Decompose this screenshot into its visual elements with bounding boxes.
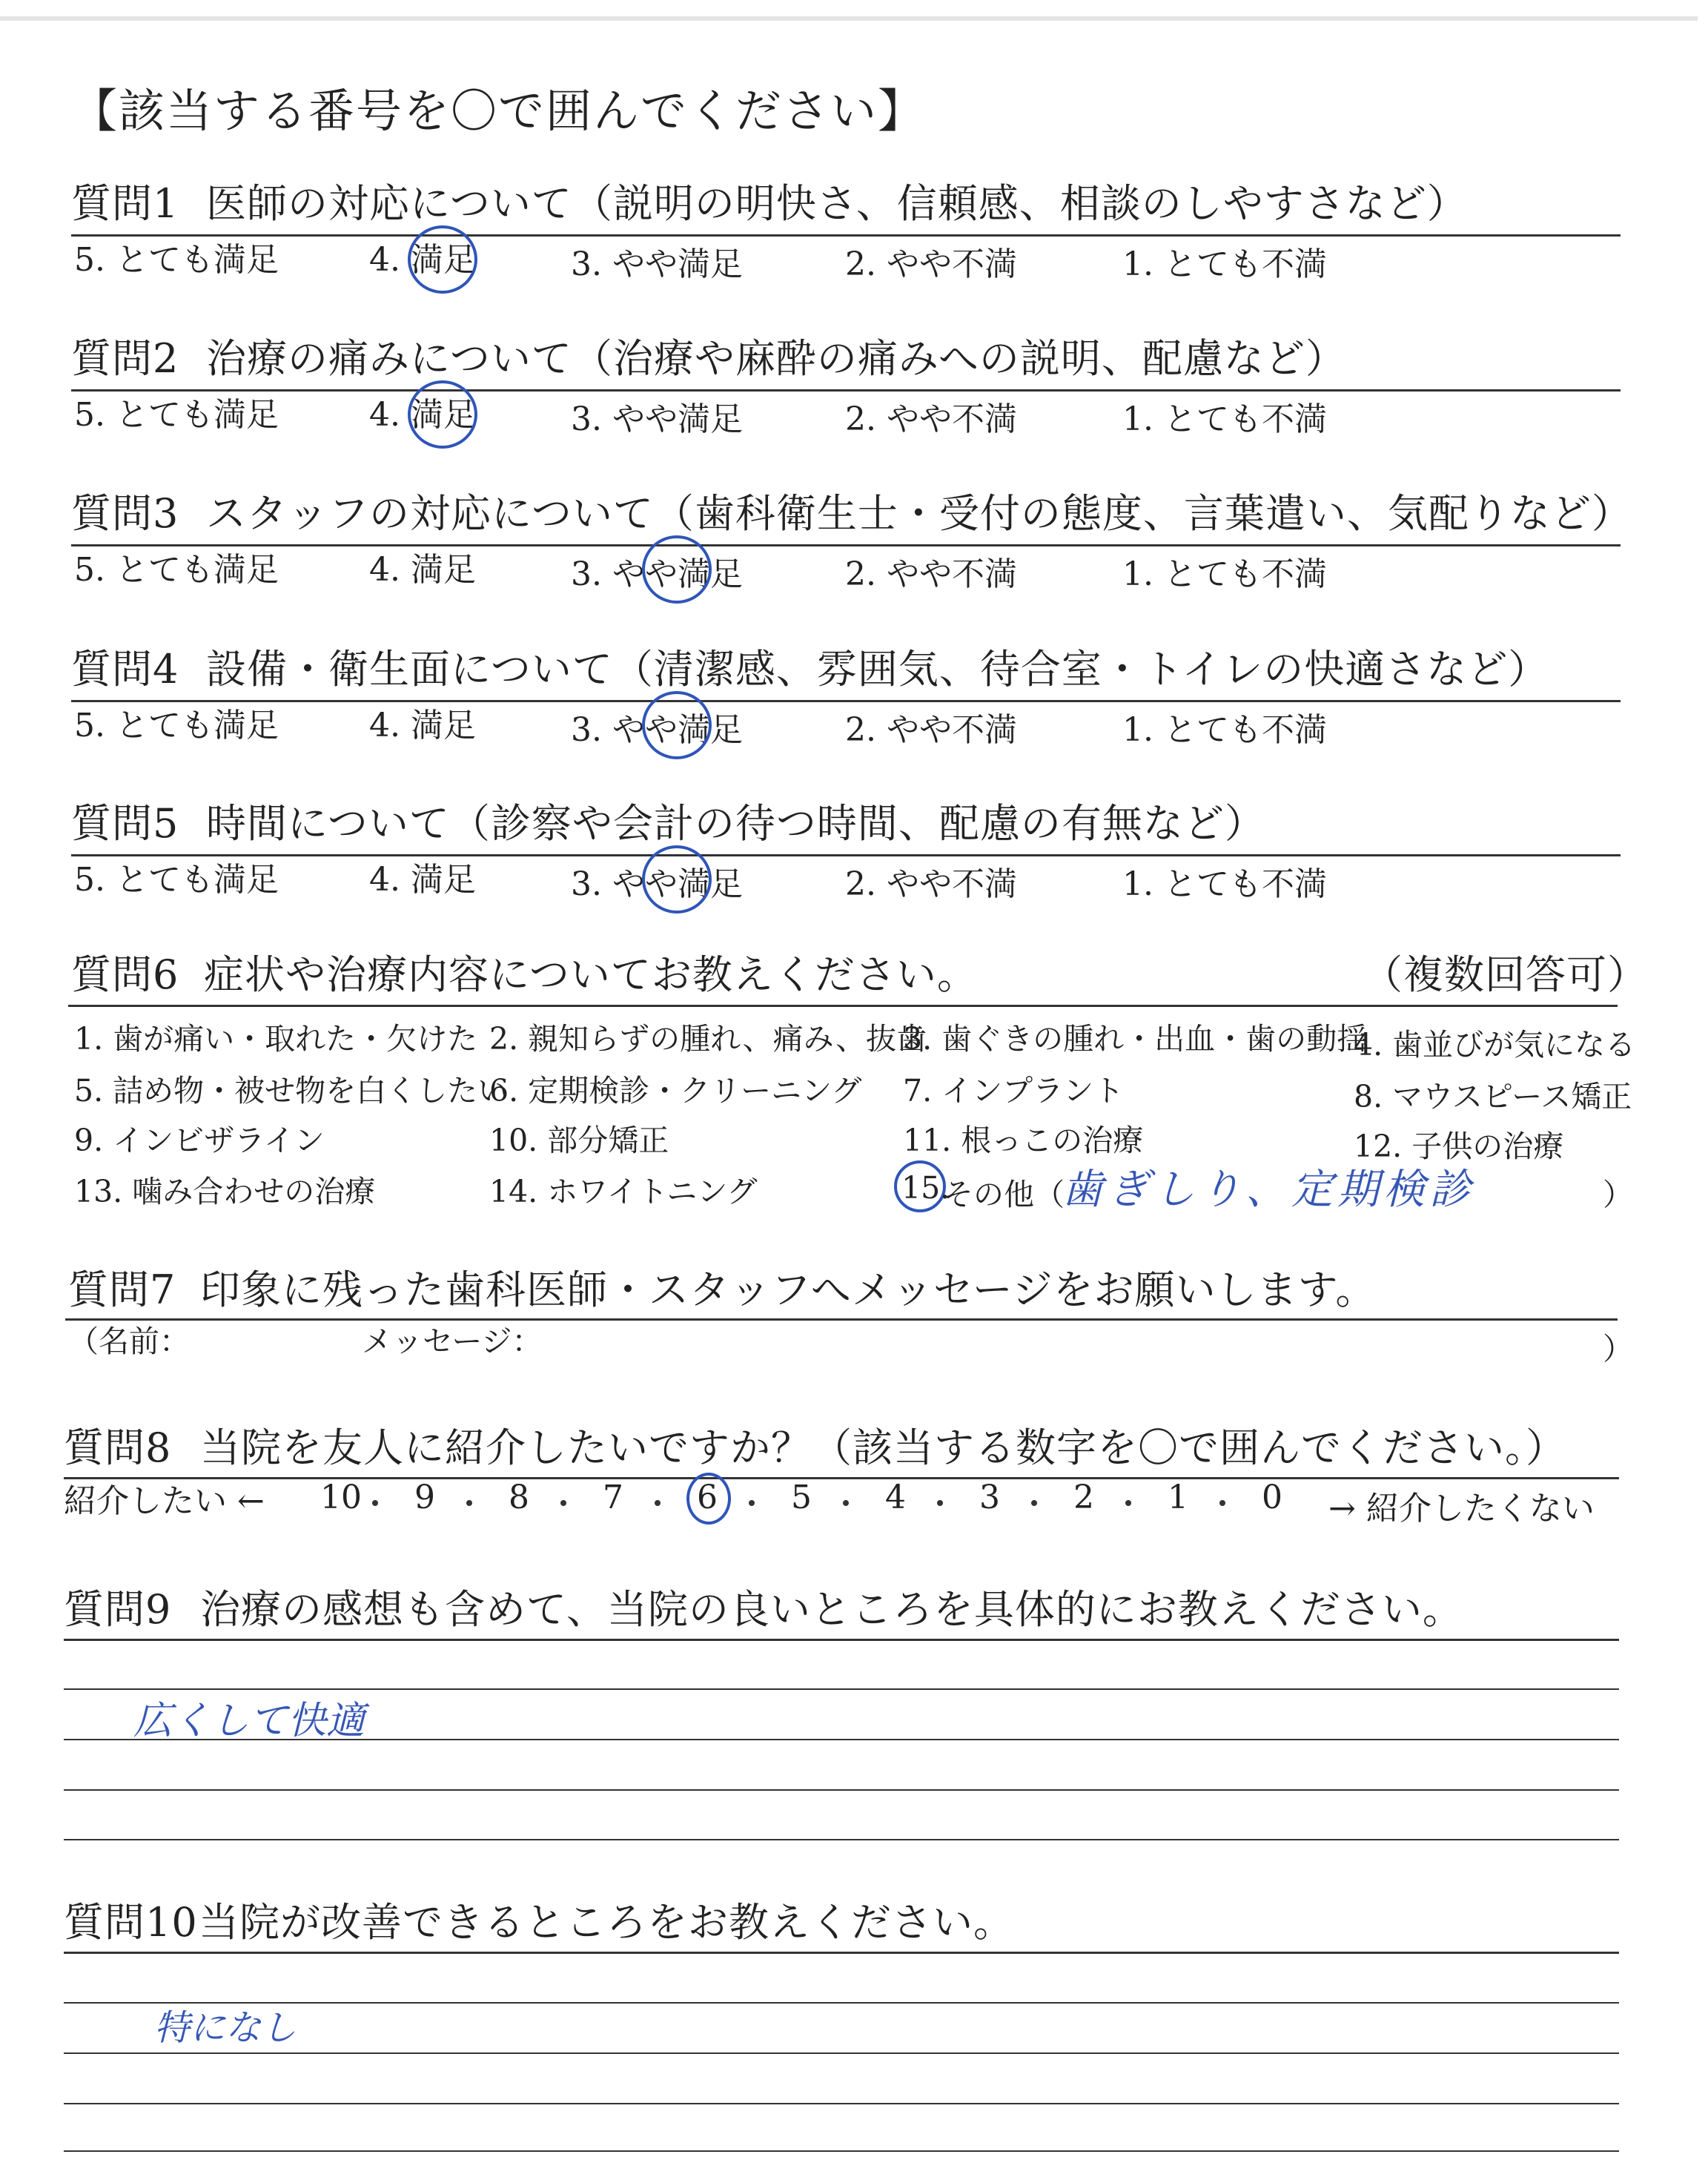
q10-line-2 (64, 2052, 1619, 2054)
q4-rule (71, 700, 1621, 702)
q2-option-1[interactable]: 1. とても不満 (1122, 400, 1327, 438)
q1-option-1[interactable]: 1. とても不満 (1122, 245, 1327, 283)
q6-option-12[interactable]: 12. 子供の治療 (1354, 1129, 1564, 1164)
q6-option-6[interactable]: 6. 定期検診・クリーニング (489, 1073, 862, 1109)
q6-other-label: その他（ (943, 1177, 1065, 1212)
q4-option-5[interactable]: 5. とても満足 (74, 707, 279, 744)
q6-option-4[interactable]: 4. 歯並びが気になる (1354, 1027, 1636, 1063)
q2-rule (71, 389, 1621, 392)
q4-option-3[interactable]: 3. やや満足 (571, 711, 743, 749)
q3-text: スタッフの対応について（歯科衛生士・受付の態度、言葉遣い、気配りなど） (206, 490, 1632, 537)
q7-name-label: （名前： (68, 1324, 190, 1359)
q8-scale-separator (749, 1500, 755, 1506)
q3-option-2[interactable]: 2. やや不満 (845, 555, 1017, 593)
q6-other-number: 15. (901, 1170, 950, 1206)
q2-option-3[interactable]: 3. やや満足 (571, 400, 743, 438)
q4-selection-circle (642, 691, 712, 759)
q8-scale-4[interactable]: 4 (885, 1479, 906, 1516)
q4-option-1[interactable]: 1. とても不満 (1122, 711, 1327, 749)
q3-option-4[interactable]: 4. 満足 (369, 551, 476, 589)
q1-text: 医師の対応について（説明の明快さ、信頼感、相談のしやすさなど） (206, 180, 1468, 227)
q6-note: （複数回答可） (1363, 951, 1648, 998)
q8-scale-9[interactable]: 9 (414, 1479, 435, 1516)
q8-scale-separator (1031, 1500, 1037, 1506)
q3-option-3[interactable]: 3. やや満足 (571, 555, 743, 593)
q2-selection-circle (408, 380, 477, 449)
q7-text: 印象に残った歯科医師・スタッフへメッセージをお願いします。 (200, 1266, 1377, 1313)
q9-label: 質問9 (64, 1586, 172, 1633)
q5-rule (71, 854, 1621, 856)
q8-scale-3[interactable]: 3 (979, 1479, 1000, 1516)
q6-option-5[interactable]: 5. 詰め物・被せ物を白くしたい (74, 1073, 509, 1109)
q6-option-14[interactable]: 14. ホワイトニング (489, 1174, 758, 1209)
q8-scale-2[interactable]: 2 (1073, 1479, 1094, 1516)
q7-close: ） (1603, 1331, 1633, 1367)
q1-selection-circle (408, 225, 477, 294)
q8-selection-circle (686, 1473, 731, 1525)
q6-text: 症状や治療内容についてお教えください。 (204, 951, 978, 998)
q1-option-5[interactable]: 5. とても満足 (74, 241, 279, 279)
q1-option-3[interactable]: 3. やや満足 (571, 245, 743, 283)
q6-option-9[interactable]: 9. インビザライン (74, 1123, 325, 1158)
q8-scale-separator (466, 1500, 472, 1506)
q6-option-11[interactable]: 11. 根っこの治療 (903, 1123, 1144, 1158)
q4-text: 設備・衛生面について（清潔感、雰囲気、待合室・トイレの快適さなど） (206, 646, 1549, 693)
q2-option-4[interactable]: 4. 満足 (369, 396, 476, 434)
q5-option-2[interactable]: 2. やや不満 (845, 865, 1017, 903)
q6-label: 質問6 (71, 951, 179, 998)
q5-selection-circle (642, 845, 712, 914)
q8-scale-6[interactable]: 6 (697, 1479, 718, 1516)
q8-scale-8[interactable]: 8 (509, 1479, 529, 1516)
q7-rule (65, 1318, 1618, 1321)
q6-other-close: ） (1603, 1177, 1633, 1212)
q9-answer[interactable]: 広くして快適 (133, 1699, 365, 1743)
q6-other-handwritten[interactable]: 歯ぎしり、定期検診 (1062, 1166, 1475, 1214)
q4-option-4[interactable]: 4. 満足 (369, 707, 476, 744)
q3-selection-circle (642, 535, 712, 604)
q6-option-2[interactable]: 2. 親知らずの腫れ、痛み、抜歯 (489, 1021, 927, 1057)
q10-text: 当院が改善できるところをお教えください。 (199, 1899, 1014, 1946)
q3-label: 質問3 (71, 490, 179, 537)
q8-scale-7[interactable]: 7 (603, 1479, 623, 1516)
q6-option-7[interactable]: 7. インプラント (903, 1073, 1125, 1109)
q3-option-5[interactable]: 5. とても満足 (74, 551, 279, 589)
q5-text: 時間について（診察や会計の待つ時間、配慮の有無など） (206, 800, 1265, 847)
q3-rule (71, 544, 1621, 546)
q8-scale-5[interactable]: 5 (791, 1479, 812, 1516)
q2-option-5[interactable]: 5. とても満足 (74, 396, 279, 434)
q8-scale-separator (655, 1500, 661, 1506)
scan-edge (0, 16, 1698, 21)
q5-option-4[interactable]: 4. 満足 (369, 861, 476, 899)
q1-rule (71, 234, 1621, 237)
q2-option-2[interactable]: 2. やや不満 (845, 400, 1017, 438)
q10-rule (64, 1952, 1619, 1954)
q8-scale-separator (937, 1500, 943, 1506)
q10-line-1 (64, 2002, 1619, 2004)
q9-rule (64, 1639, 1619, 1641)
q1-option-4[interactable]: 4. 満足 (369, 241, 476, 279)
q6-option-1[interactable]: 1. 歯が痛い・取れた・欠けた (74, 1021, 478, 1057)
q7-message-label: メッセージ： (362, 1324, 543, 1359)
q8-scale-separator (1125, 1500, 1131, 1506)
q4-label: 質問4 (71, 646, 179, 693)
q8-scale-0[interactable]: 0 (1262, 1479, 1282, 1516)
q2-label: 質問2 (71, 335, 179, 382)
page-title: 【該当する番号を〇で囲んでください】 (71, 84, 926, 138)
q8-text: 当院を友人に紹介したいですか？（該当する数字を〇で囲んでください。） (200, 1424, 1566, 1471)
q8-scale-separator (843, 1500, 849, 1506)
q8-scale-10[interactable]: 10 (320, 1479, 362, 1516)
q5-option-3[interactable]: 3. やや満足 (571, 865, 743, 903)
q8-rule (64, 1477, 1619, 1479)
q7-label: 質問7 (68, 1266, 176, 1313)
q9-text: 治療の感想も含めて、当院の良いところを具体的にお教えください。 (200, 1586, 1463, 1633)
q8-left-label: 紹介したい ← (64, 1482, 265, 1520)
q8-scale-separator (372, 1500, 378, 1506)
q6-option-13[interactable]: 13. 噛み合わせの治療 (74, 1174, 376, 1209)
q1-label: 質問1 (71, 180, 179, 227)
q5-label: 質問5 (71, 800, 179, 847)
q4-option-2[interactable]: 2. やや不満 (845, 711, 1017, 749)
q8-scale-1[interactable]: 1 (1168, 1479, 1188, 1516)
q3-option-1[interactable]: 1. とても不満 (1122, 555, 1327, 593)
q5-option-5[interactable]: 5. とても満足 (74, 861, 279, 899)
q8-label: 質問8 (64, 1424, 172, 1471)
q6-option-3[interactable]: 3. 歯ぐきの腫れ・出血・歯の動揺 (903, 1021, 1368, 1057)
q10-label: 質問10 (64, 1899, 198, 1946)
q6-rule (68, 1005, 1618, 1007)
q10-line-4 (64, 2150, 1619, 2152)
q2-text: 治療の痛みについて（治療や麻酔の痛みへの説明、配慮など） (206, 335, 1346, 382)
q10-line-3 (64, 2103, 1619, 2104)
q8-scale-separator (1219, 1500, 1225, 1506)
q8-scale-separator (560, 1500, 566, 1506)
q9-line-4 (64, 1839, 1619, 1840)
q9-line-3 (64, 1789, 1619, 1791)
q1-option-2[interactable]: 2. やや不満 (845, 245, 1017, 283)
q6-option-10[interactable]: 10. 部分矯正 (489, 1123, 669, 1158)
q6-option-8[interactable]: 8. マウスピース矯正 (1354, 1079, 1632, 1114)
q8-right-label: → 紹介したくない (1328, 1490, 1595, 1527)
q10-answer[interactable]: 特になし (154, 2007, 297, 2049)
q5-option-1[interactable]: 1. とても不満 (1122, 865, 1327, 903)
